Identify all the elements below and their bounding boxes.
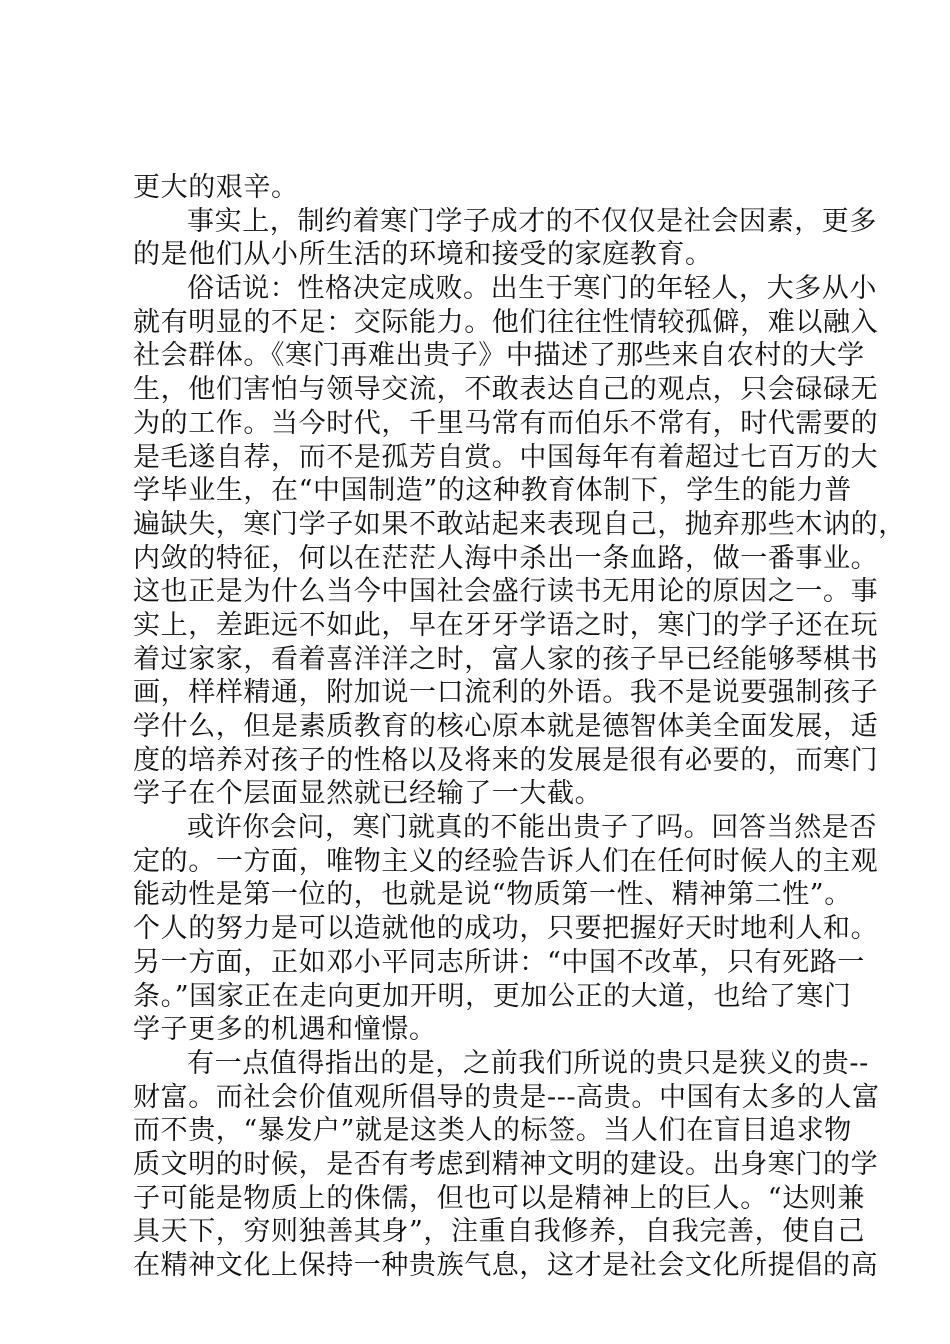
text-line: 学毕业生，在“中国制造”的这种教育体制下，学生的能力普 <box>133 475 852 507</box>
text-line: 学子在个层面显然就已经输了一大截。 <box>133 778 603 810</box>
text-line: 能动性是第一位的，也就是说“物质第一性、精神第二性”。 <box>133 879 852 911</box>
text-line: 社会群体。《寒门再难出贵子》中描述了那些来自农村的大学 <box>133 340 865 372</box>
paragraph <box>133 811 879 1047</box>
text-line: 生，他们害怕与领导交流，不敢表达自己的观点，只会碌碌无 <box>133 374 879 406</box>
text-line: 定的。一方面，唯物主义的经验告诉人们在任何时候人的主观 <box>133 845 879 877</box>
text-line: 另一方面，正如邓小平同志所讲：“中国不改革，只有死路一 <box>133 946 866 978</box>
text-line: 为的工作。当今时代，千里马常有而伯乐不常有，时代需要的 <box>133 407 879 439</box>
text-line: 质文明的时候，是否有考虑到精神文明的建设。出身寒门的学 <box>133 1148 879 1180</box>
text-line: 度的培养对孩子的性格以及将来的发展是很有必要的，而寒门 <box>133 744 879 776</box>
text-line: 画，样样精通，附加说一口流利的外语。我不是说要强制孩子 <box>133 677 879 709</box>
text-line: 这也正是为什么当今中国社会盛行读书无用论的原因之一。事 <box>133 576 879 608</box>
text-line: 有一点值得指出的是，之前我们所说的贵只是狭义的贵-- <box>187 1047 869 1079</box>
text-line: 的是他们从小所生活的环境和接受的家庭教育。 <box>133 239 713 271</box>
text-line: 是毛遂自荐，而不是孤芳自赏。中国每年有着超过七百万的大 <box>133 441 879 473</box>
text-line: 俗话说：性格决定成败。出生于寒门的年轻人，大多从小 <box>187 273 877 305</box>
text-line: 遍缺失，寒门学子如果不敢站起来表现自己，抛弃那些木讷的， <box>133 508 906 540</box>
text-line: 着过家家，看着喜洋洋之时，富人家的孩子早已经能够琴棋书 <box>133 643 879 675</box>
paragraph <box>133 171 833 205</box>
text-line: 学子更多的机遇和憧憬。 <box>133 1014 437 1046</box>
text-line: 内敛的特征，何以在茫茫人海中杀出一条血路，做一番事业。 <box>133 542 879 574</box>
paragraph <box>133 272 906 811</box>
text-line: 个人的努力是可以造就他的成功，只要把握好天时地利人和。 <box>133 913 879 945</box>
text-line: 财富。而社会价值观所倡导的贵是---高贵。中国有太多的人富 <box>133 1081 880 1113</box>
text-line: 学什么，但是素质教育的核心原本就是德智体美全面发展，适 <box>133 711 879 742</box>
text-line: 在精神文化上保持一种贵族气息，这才是社会文化所提倡的高 <box>133 1250 879 1281</box>
text-line: 条。”国家正在走向更加开明，更加公正的大道，也给了寒门 <box>133 980 852 1012</box>
text-line: 而不贵，“暴发户”就是这类人的标签。当人们在盲目追求物 <box>133 1115 852 1147</box>
text-line: 更大的艰辛。 <box>133 172 299 203</box>
paragraph <box>133 1047 880 1283</box>
text-line: 实上，差距远不如此，早在牙牙学语之时，寒门的学子还在玩 <box>133 609 879 641</box>
text-line: 事实上，制约着寒门学子成才的不仅仅是社会因素，更多 <box>187 205 877 237</box>
text-line: 具天下，穷则独善其身”，注重自我修养，自我完善，使自己 <box>133 1216 866 1248</box>
paragraph <box>133 205 877 272</box>
document-body <box>133 171 906 1283</box>
text-line: 就有明显的不足：交际能力。他们往往性情较孤僻，难以融入 <box>133 306 879 338</box>
text-line: 或许你会问，寒门就真的不能出贵子了吗。回答当然是否 <box>187 812 877 844</box>
text-line: 子可能是物质上的侏儒，但也可以是精神上的巨人。“达则兼 <box>133 1182 866 1214</box>
